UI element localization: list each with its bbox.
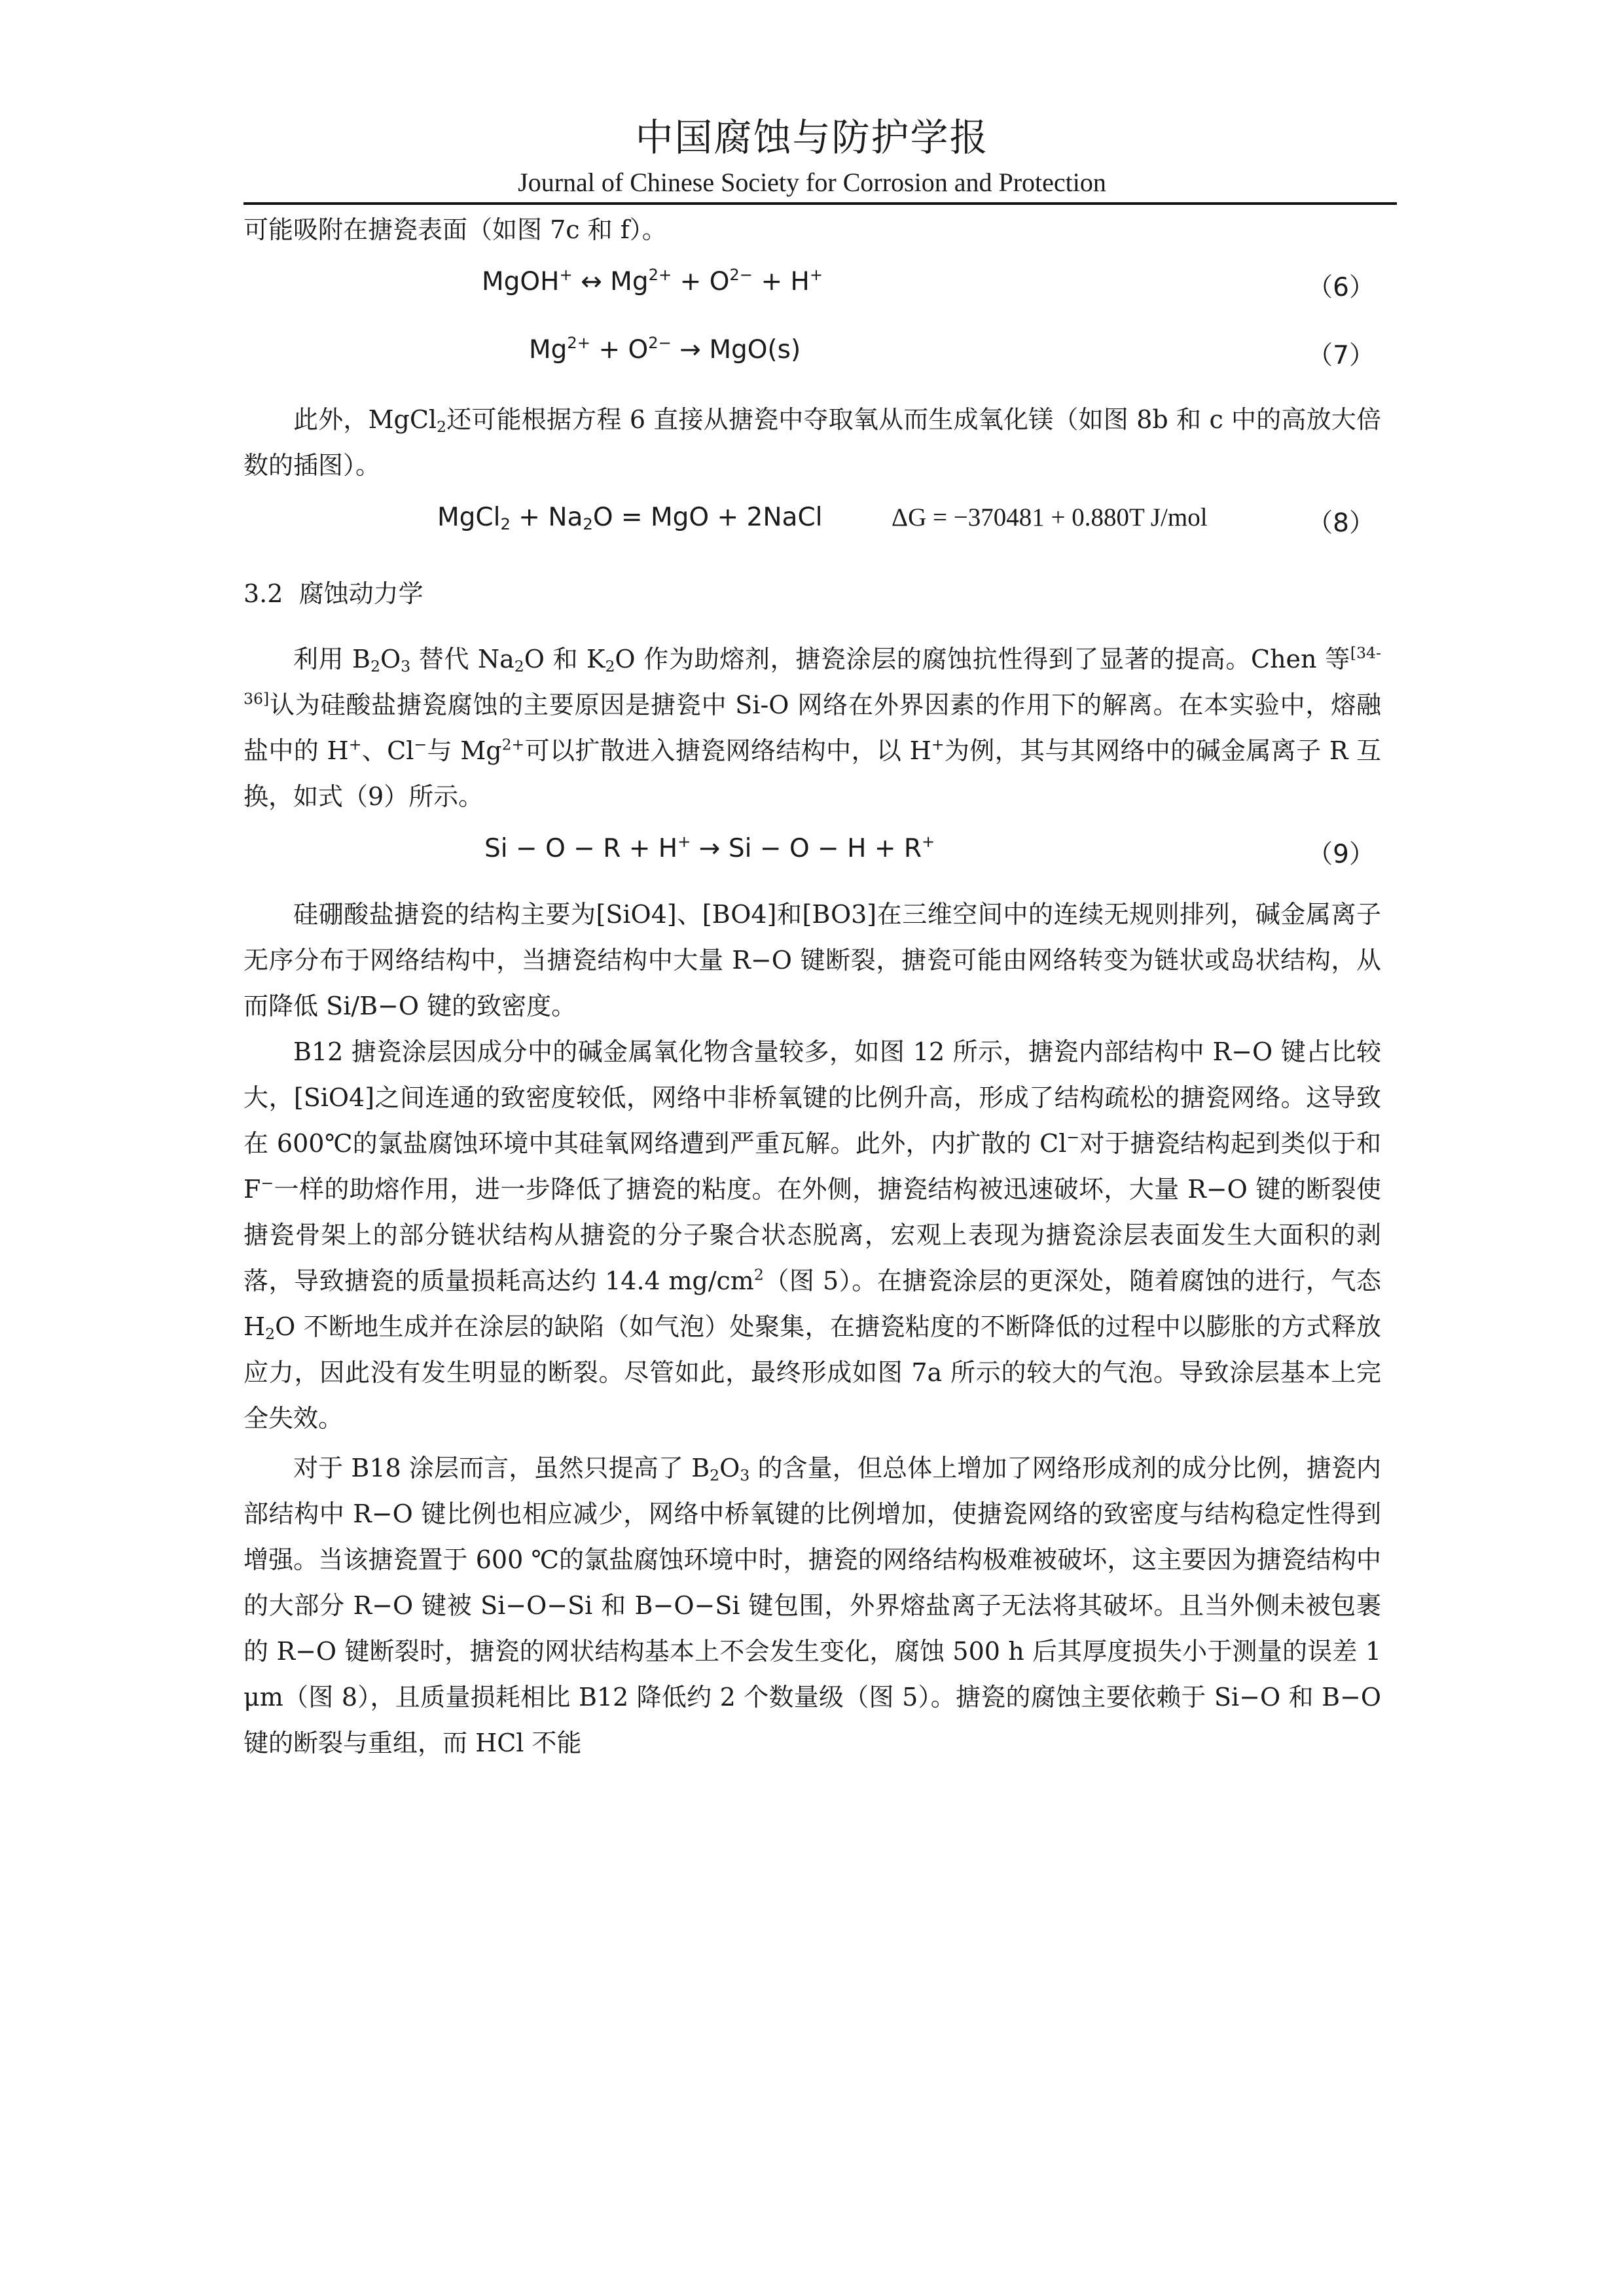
article-body	[244, 207, 1381, 1766]
section-heading-3-2	[244, 571, 1381, 617]
paragraph-b12: B12 搪瓷涂层因成分中的碱金属氧化物含量较多，如图 12 所示，搪瓷内部结构中 R−O 键占比较大，[SiO4]之间连通的致密度较低，网络中非桥氧键的比例升高，形成了结构疏松的搪瓷网络。这导致在 600℃的氯盐腐蚀环境中其硅氧网络遭到严重瓦解。此外，内扩散的 Cl−对于搪瓷结构起到类似于和 F−一样的助熔作用，进一步降低了搪瓷的粘度。在外侧，搪瓷结构被迅速破坏，大量 R−O 键的断裂使搪瓷骨架上的部分链状结构从搪瓷的分子聚合状态脱离，宏观上表现为搪瓷涂层表面发生大面积的剥落，导致搪瓷的质量损耗高达约 14.4 $mg/cm^2$（图 5）。在搪瓷涂层的更深处，随着腐蚀的进行，气态 $H_2O$ 不断地生成并在涂层的缺陷（如气泡）处聚集，在搪瓷粘度的不断降低的过程中以膨胀的方式释放应力，因此没有发生明显的断裂。尽管如此，最终形成如图 7a 所示的较大的气泡。导致涂层基本上完全失效。	[244, 1037, 1381, 1433]
paragraph-kinetics-intro: 利用 $B_2O_3$ 替代 $Na_2O$ 和 $K_2O$ 作为助熔剂，搪瓷涂层的腐蚀抗性得到了显著的提高。Chen 等[34-36]认为硅酸盐搪瓷腐蚀的主要原因是搪瓷中 Si-O 网络在外界因素的作用下的解离。在本实验中，熔融盐中的 H+、Cl−与 $Mg^{2+}$可以扩散进入搪瓷网络结构中，以 H+为例，其与其网络中的碱金属离子 R 互换，如式（9）所示。	[244, 643, 1381, 811]
header-rule	[244, 202, 1397, 205]
equation-9-number: （9）	[1307, 840, 1375, 869]
equation-8	[244, 488, 1381, 560]
equation-6	[244, 253, 1381, 321]
equation-9	[244, 819, 1381, 888]
equation-6-body: MgOH+ ↔ $Mg^{2+} + O^{2-} + H^+$	[482, 266, 823, 296]
equation-6-number: （6）	[1307, 273, 1375, 302]
paragraph-mgcl2: 此外，MgCl$_2$还可能根据方程 6 直接从搪瓷中夺取氧从而生成氧化镁（如图 8b 和 c 中的高放大倍数的插图）。	[244, 405, 1381, 480]
citation-ref: [34-36]	[244, 643, 1381, 708]
equation-7	[244, 321, 1381, 389]
equation-8-gibbs: ΔG = −370481 + 0.880T J/mol	[892, 503, 1208, 531]
equation-8-number: （8）	[1307, 509, 1375, 538]
equation-7-number: （7）	[1307, 341, 1375, 370]
paragraph-b18: 对于 B18 涂层而言，虽然只提高了 $B_2O_3$ 的含量，但总体上增加了网络形成剂的成分比例，搪瓷内部结构中 R−O 键比例也相应减少，网络中桥氧键的比例增加，使搪瓷网络的致密度与结构稳定性得到增强。当该搪瓷置于 600 ℃的氯盐腐蚀环境中时，搪瓷的网络结构极难被破坏，这主要因为搪瓷结构中的大部分 R−O 键被 Si−O−Si 和 B−O−Si 键包围，外界熔盐离子无法将其破坏。且当外侧未被包裹的 R−O 键断裂时，搪瓷的网状结构基本上不会发生变化，腐蚀 500 h 后其厚度损失小于测量的误差 1 μm（图 8），且质量损耗相比 B12 降低约 2 个数量级（图 5）。搪瓷的腐蚀主要依赖于 Si−O 和 B−O 键的断裂与重组，而 HCl 不能	[244, 1454, 1381, 1757]
section-title: 腐蚀动力学	[298, 579, 424, 608]
paragraph-continuation: 可能吸附在搪瓷表面（如图 7c 和 f）。	[244, 215, 667, 244]
equation-7-body: $Mg^{2+} + O^{2-} \to MgO(s)$	[529, 334, 801, 365]
equation-8-body: MgCl$_2$ + $Na_2O$ = MgO + 2NaCl	[437, 503, 823, 534]
journal-title-chinese: 中国腐蚀与防护学报	[635, 115, 989, 160]
equation-9-body: Si − O − R + H+ → Si − O − H + R+	[484, 833, 935, 863]
section-number: 3.2	[244, 579, 283, 608]
journal-title-english: Journal of Chinese Society for Corrosion and Protection	[518, 168, 1106, 197]
paragraph-structure: 硅硼酸盐搪瓷的结构主要为[SiO4]、[BO4]和[BO3]在三维空间中的连续无规则排列，碱金属离子无序分布于网络结构中，当搪瓷结构中大量 R−O 键断裂，搪瓷可能由网络转变为链状或岛状结构，从而降低 Si/B−O 键的致密度。	[244, 900, 1381, 1020]
